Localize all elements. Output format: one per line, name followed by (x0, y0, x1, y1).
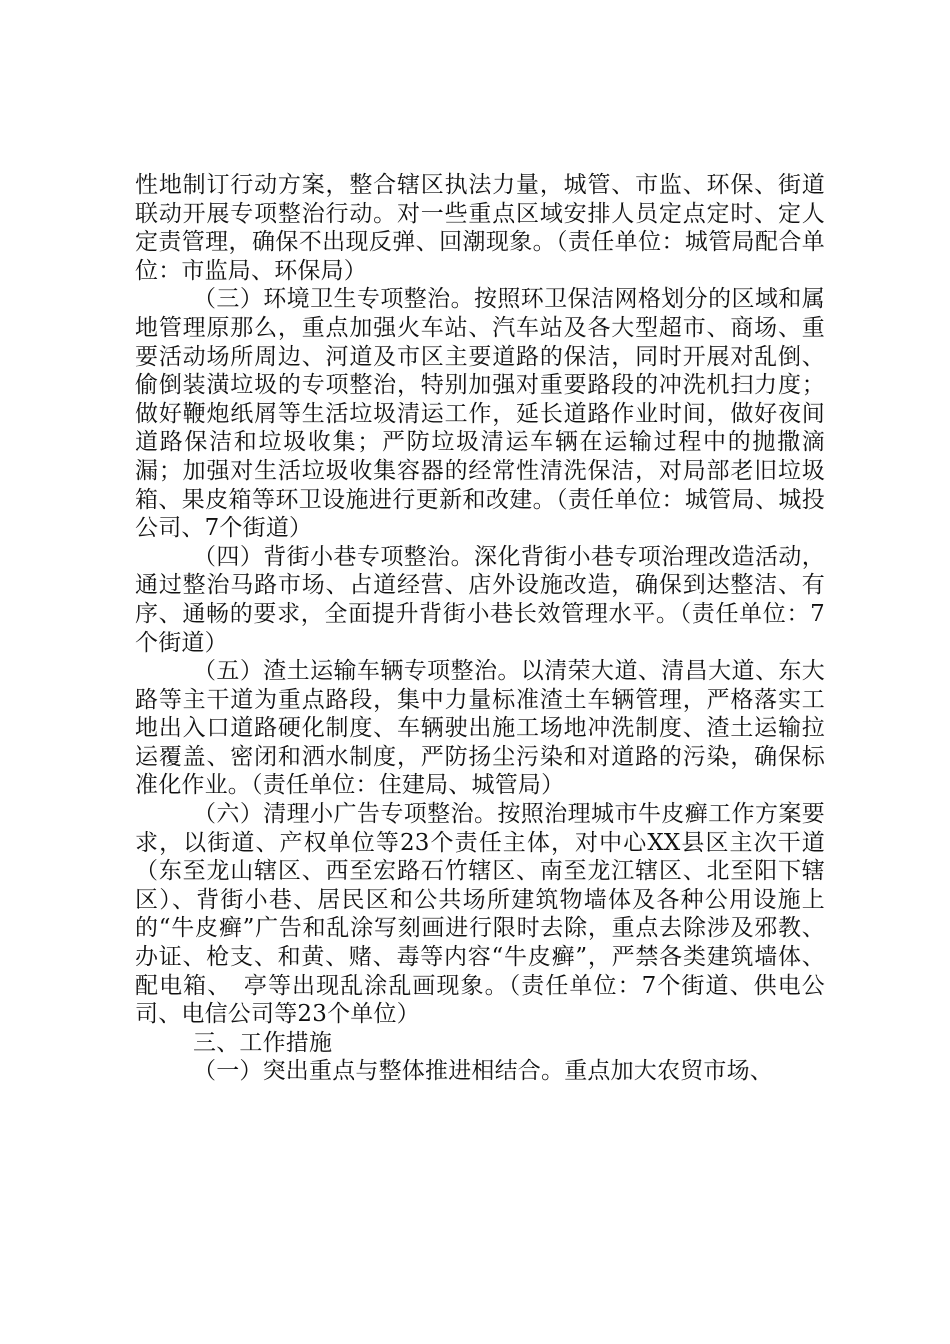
paragraph-small-ads: （六）清理小广告专项整治。按照治理城市牛皮癣工作方案要求，以街道、产权单位等23个责任主体，对中心XX县区主次干道（东至龙山辖区、西至宏路石竹辖区、南至龙江辖区、北至阳下辖区）、背街小巷、居民区和公共场所建筑物墙体及各种公用设施上的“牛皮癣”广告和乱涂写刻画进行限时去除，重点去除涉及邪教、办证、枪支、和黄、赌、毒等内容“牛皮癣”，严禁各类建筑墙体、配电箱、 亭等出现乱涂乱画现象。（责任单位：7个街道、供电公司、电信公司等23个单位） (135, 801, 825, 1028)
paragraph-back-alleys: （四）背街小巷专项整治。深化背街小巷专项治理改造活动，通过整治马路市场、占道经营、店外设施改造，确保到达整洁、有序、通畅的要求，全面提升背街小巷长效管理水平。（责任单位：7个街道） (135, 543, 825, 656)
document-body (135, 171, 825, 1086)
paragraph-environment-sanitation: （三）环境卫生专项整治。按照环卫保洁网格划分的区域和属地管理原那么，重点加强火车站、汽车站及各大型超市、商场、重要活动场所周边、河道及市区主要道路的保洁，同时开展对乱倒、偷倒装潢垃圾的专项整治，特别加强对重要路段的冲洗机扫力度；做好鞭炮纸屑等生活垃圾清运工作，延长道路作业时间，做好夜间道路保洁和垃圾收集；严防垃圾清运车辆在运输过程中的抛撒滴漏；加强对生活垃圾收集容器的经常性清洗保洁，对局部老旧垃圾箱、果皮箱等环卫设施进行更新和改建。（责任单位：城管局、城投公司、7个街道） (135, 286, 825, 542)
paragraph-continuation: 性地制订行动方案，整合辖区执法力量，城管、市监、环保、街道联动开展专项整治行动。对一些重点区域安排人员定点定时、定人定责管理，确保不出现反弹、回潮现象。（责任单位：城管局配合单位：市监局、环保局） (135, 172, 825, 284)
paragraph-muck-transport: （五）渣土运输车辆专项整治。以清荣大道、清昌大道、东大路等主干道为重点路段，集中力量标准渣土车辆管理，严格落实工地出入口道路硬化制度、车辆驶出施工场地冲洗制度、渣土运输拉运覆盖、密闭和洒水制度，严防扬尘污染和对道路的污染，确保标准化作业。（责任单位：住建局、城管局） (135, 658, 825, 799)
paragraph-measure-one: （一）突出重点与整体推进相结合。重点加大农贸市场、 (193, 1058, 773, 1085)
section-heading-work-measures: 三、工作措施 (193, 1029, 333, 1056)
